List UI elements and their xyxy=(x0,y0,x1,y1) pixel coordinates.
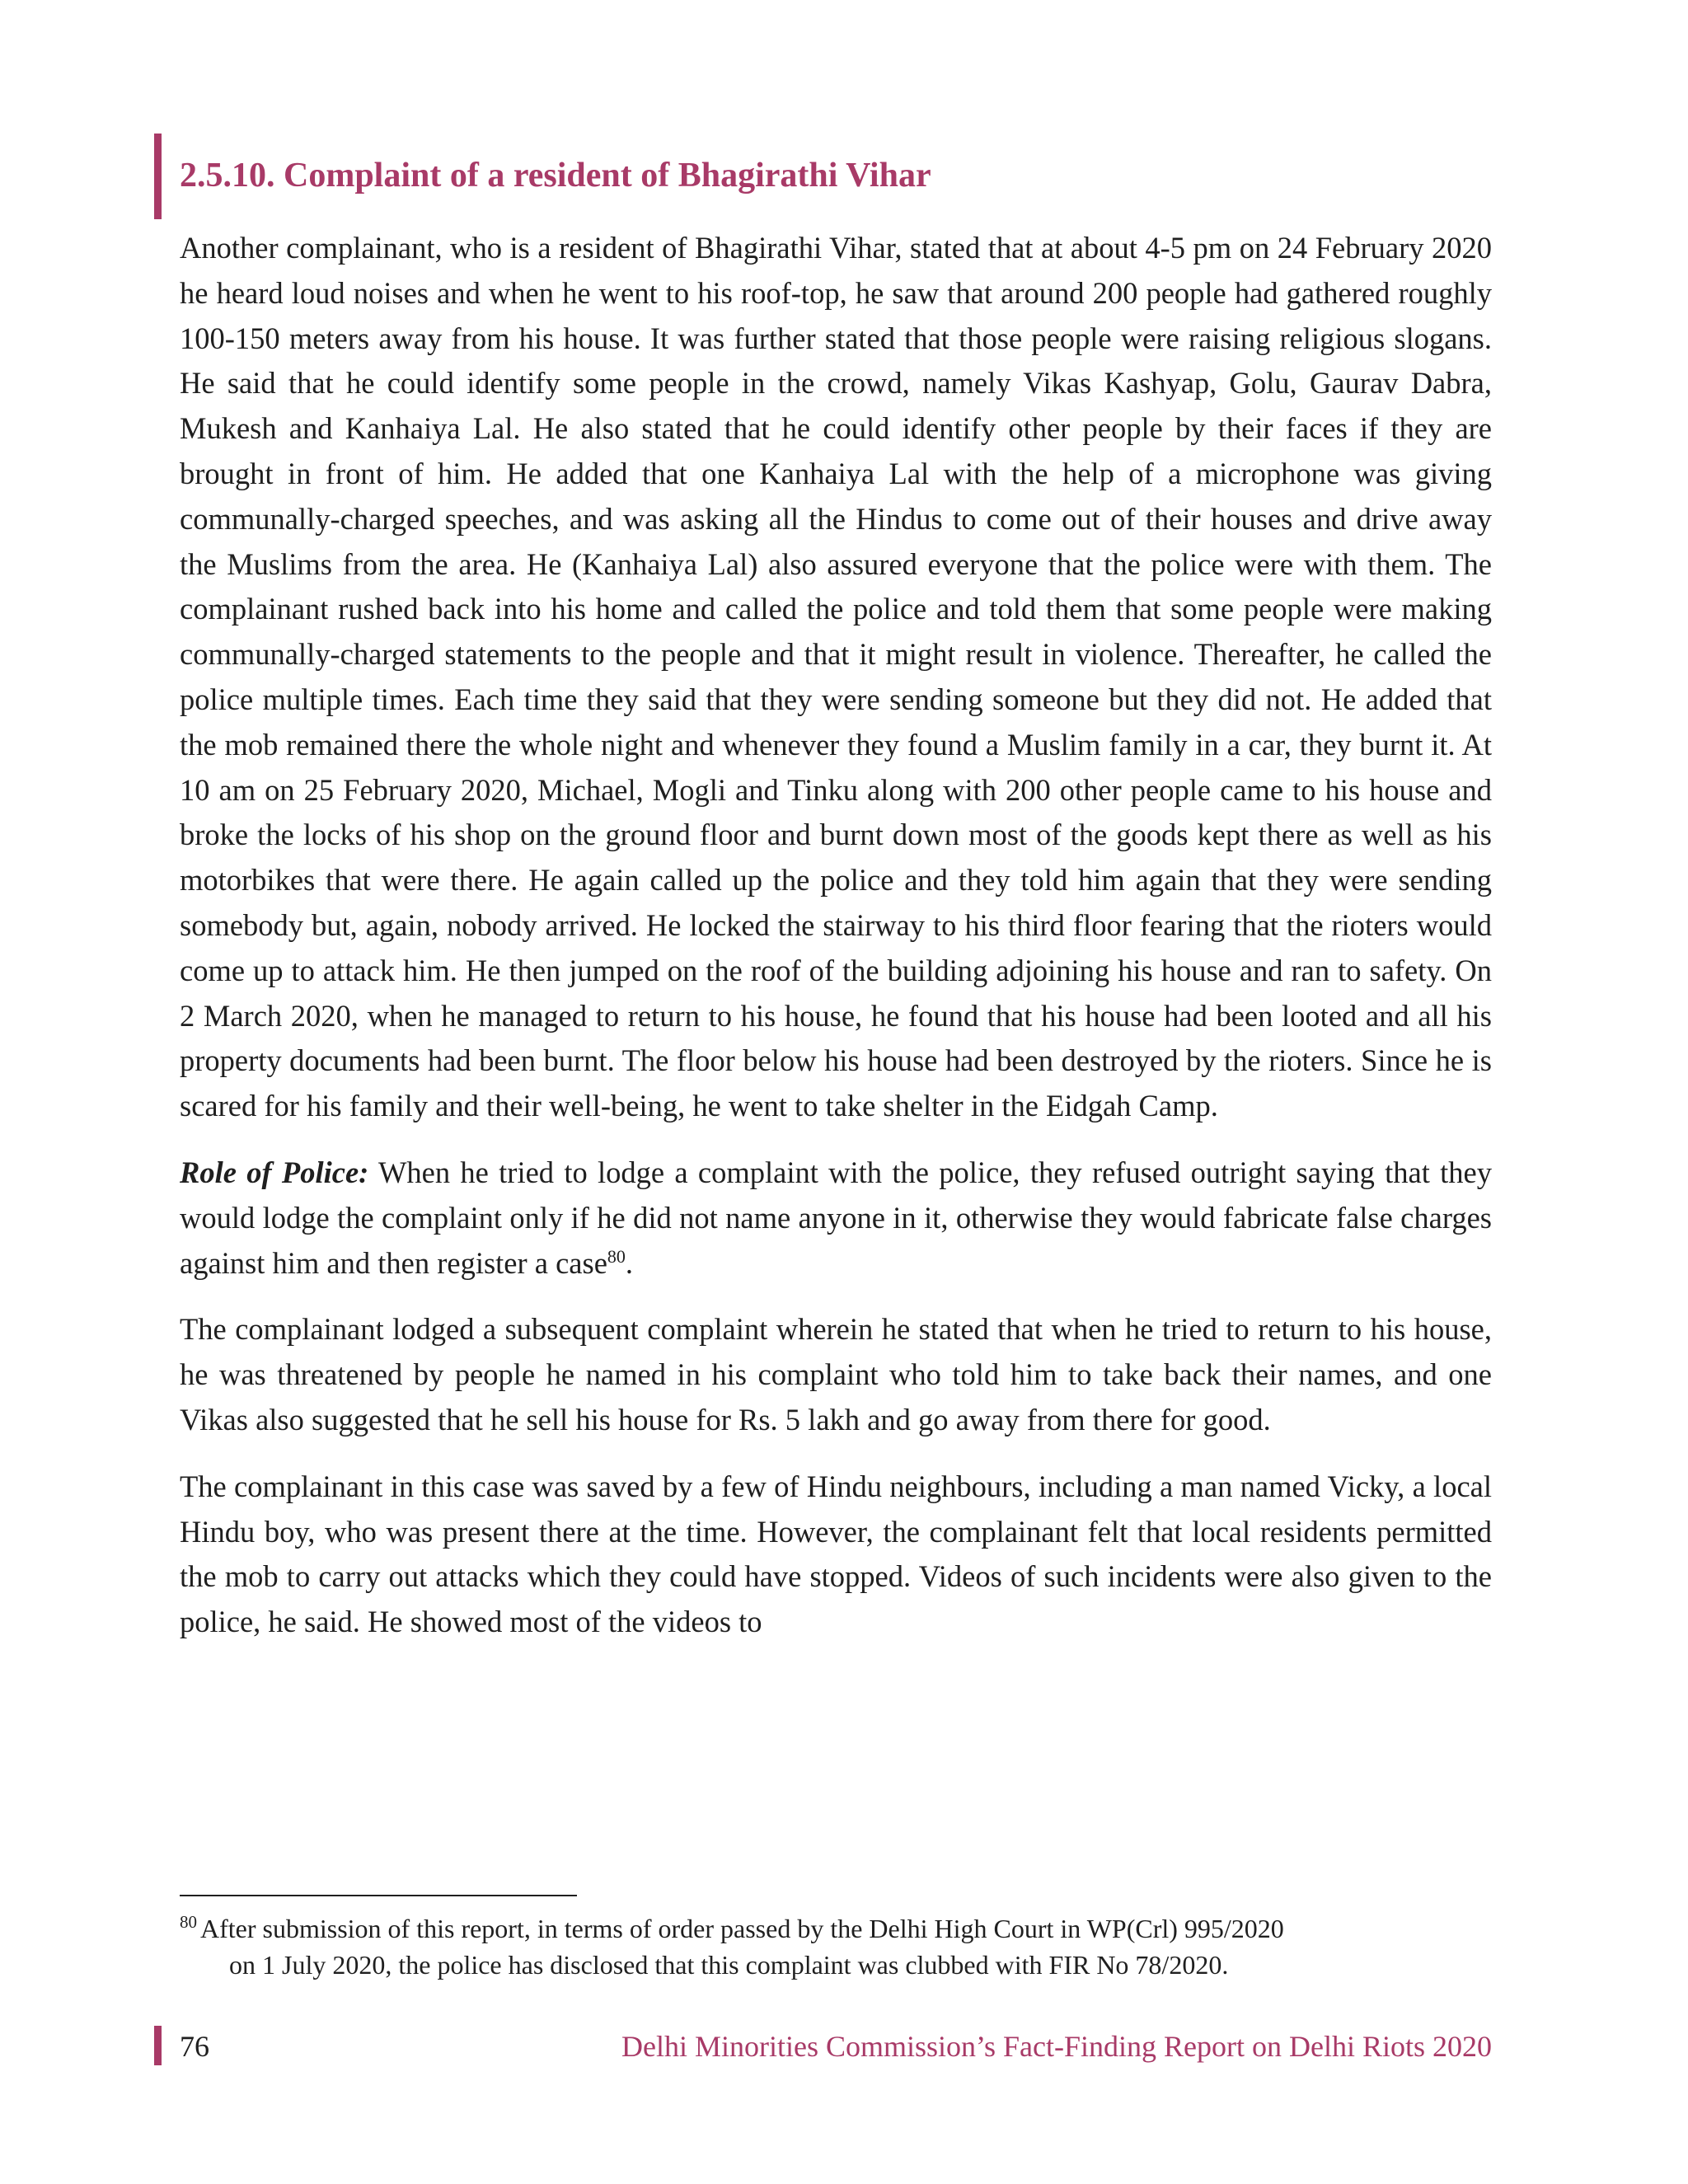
body-text xyxy=(180,226,1492,1666)
paragraph-role-of-police xyxy=(180,1151,1492,1286)
page-number: 76 xyxy=(180,2030,209,2063)
footer-accent-bar xyxy=(154,2026,162,2065)
footnote xyxy=(180,1910,1492,1983)
paragraph-neighbours: The complainant in this case was saved by a few of Hindu neighbours, including a man named Vicky, a local Hindu boy, who was present there at the time. However, the complainant felt that local residents permitted the mob to carry out attacks which they could have stopped. Videos of such incidents were also given to the police, he said. He showed most of the videos to xyxy=(180,1469,1492,1639)
paragraph-complaint: Another complainant, who is a resident of Bhagirathi Vihar, stated that at about 4-5 pm on 24 February 2020 he heard loud noises and when he went to his roof-top, he saw that around 200 people had gathered roughly 100-150 meters away from his house. It was further stated that those people were raising religious slogans. He said that he could identify some people in the crowd, namely Vikas Kashyap, Golu, Gaurav Dabra, Mukesh and Kanhaiya Lal. He also stated that he could identify other people by their faces if they are brought in front of him. He added that one Kanhaiya Lal with the help of a microphone was giving communally-charged speeches, and was asking all the Hindus to come out of their houses and drive away the Muslims from the area. He (Kanhaiya Lal) also assured everyone that the police were with them. The complainant rushed back into his home and called the police and told them that some people were making communally-charged statements to the people and that it might result in violence. Thereafter, he called the police multiple times. Each time they said that they were sending someone but they did not. He added that the mob remained there the whole night and whenever they found a Muslim family in a car, they burnt it. At 10 am on 25 February 2020, Michael, Mogli and Tinku along with 200 other people came to his house and broke the locks of his shop on the ground floor and burnt down most of the goods kept there as well as his motorbikes that were there. He again called up the police and they told him again that they were sending somebody but, again, nobody arrived. He locked the stairway to his third floor fearing that the rioters would come up to attack him. He then jumped on the roof of the building adjoining his house and ran to safety. On 2 March 2020, when he managed to return to his house, he found that his house had been looted and all his property documents had been burnt. The floor below his house had been destroyed by the rioters. Since he is scared for his family and their well-being, he went to take shelter in the Eidgah Camp. xyxy=(180,231,1492,1123)
role-of-police-text: When he tried to lodge a complaint with the police, they refused outright saying that they would lodge the complaint only if he did not name anyone in it, otherwise they would fabricate false charges against him and then register a case xyxy=(180,1155,1493,1280)
paragraph-subsequent-complaint: The complainant lodged a subsequent complaint wherein he stated that when he tried to return to his house, he was threatened by people he named in his complaint who told him to take back their names, and one Vikas also suggested that he sell his house for Rs. 5 lakh and go away from there for good. xyxy=(180,1312,1492,1436)
heading-accent-bar xyxy=(154,134,162,219)
footnote-line-2: on 1 July 2020, the police has disclosed that this complaint was clubbed with FIR No 78/2020. xyxy=(229,1950,1229,1980)
footnote-divider xyxy=(180,1895,577,1896)
footnote-line-1: After submission of this report, in terms of order passed by the Delhi High Court in WP(Crl) 995/2020 xyxy=(200,1914,1284,1943)
running-title: Delhi Minorities Commission’s Fact-Finding Report on Delhi Riots 2020 xyxy=(621,2030,1492,2063)
section-heading: 2.5.10. Complaint of a resident of Bhagirathi Vihar xyxy=(180,157,931,194)
role-of-police-end: . xyxy=(625,1245,634,1280)
footnote-reference[interactable]: 80 xyxy=(607,1245,626,1267)
role-of-police-label: Role of Police: xyxy=(180,1155,369,1189)
footnote-mark: 80 xyxy=(180,1912,197,1933)
